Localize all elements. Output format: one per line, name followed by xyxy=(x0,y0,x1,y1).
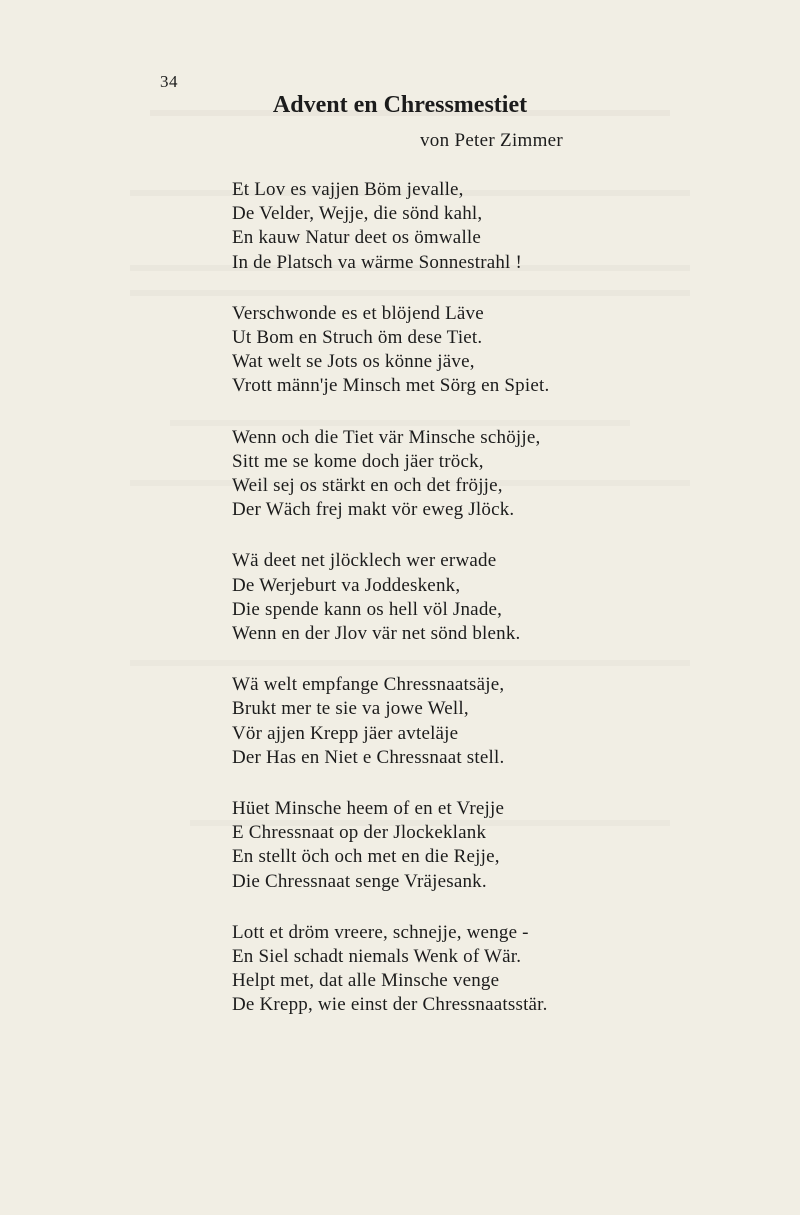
stanza xyxy=(232,549,549,646)
poem-line: Die spende kann os hell völ Jnade, xyxy=(232,598,503,620)
poem-line: Wä welt empfange Chressnaatsäje, xyxy=(232,674,505,696)
poem-line: Wenn en der Jlov vär net sönd blenk. xyxy=(232,623,521,645)
poem-line: Der Has en Niet e Chressnaat stell. xyxy=(232,746,505,768)
stanza xyxy=(232,302,549,399)
poem-line: Wat welt se Jots os könne jäve, xyxy=(232,351,475,373)
poem-line: Verschwonde es et blöjend Läve xyxy=(232,302,484,324)
poem-line: E Chressnaat op der Jlockeklank xyxy=(232,822,487,844)
poem-line: In de Platsch va wärme Sonnestrahl ! xyxy=(232,251,523,273)
page-number: 34 xyxy=(160,72,178,91)
stanza xyxy=(232,921,549,1018)
poem-line: De Krepp, wie einst der Chressnaatsstär. xyxy=(232,994,548,1016)
poem-line: Et Lov es vajjen Böm jevalle, xyxy=(232,179,464,200)
poem-line: Wä deet net jlöcklech wer erwade xyxy=(232,550,497,572)
poem-line: En kauw Natur deet os ömwalle xyxy=(232,227,482,249)
poem-line: Vör ajjen Krepp jäer avteläje xyxy=(232,722,459,744)
poem-body xyxy=(232,178,549,1045)
poem-title: Advent en Chressmestiet xyxy=(272,92,528,118)
poem-line: De Werjeburt va Joddeskenk, xyxy=(232,574,461,596)
poem-line: De Velder, Wejje, die sönd kahl, xyxy=(232,203,483,225)
poem-line: En stellt öch och met en die Rejje, xyxy=(232,846,500,868)
poem-author: von Peter Zimmer xyxy=(420,130,564,151)
poem-line: Ut Bom en Struch öm dese Tiet. xyxy=(232,327,483,349)
poem-line: Lott et dröm vreere, schnejje, wenge - xyxy=(232,921,529,943)
poem-line: Vrott männ'je Minsch met Sörg en Spiet. xyxy=(232,375,550,397)
stanza xyxy=(232,426,549,523)
poem-line: Helpt met, dat alle Minsche venge xyxy=(232,970,500,992)
poem-line: Wenn och die Tiet vär Minsche schöjje, xyxy=(232,426,541,448)
poem-line: Die Chressnaat senge Vräjesank. xyxy=(232,870,487,892)
stanza xyxy=(232,673,549,770)
poem-line: En Siel schadt niemals Wenk of Wär. xyxy=(232,946,522,968)
stanza xyxy=(232,797,549,894)
poem-line: Der Wäch frej makt vör eweg Jlöck. xyxy=(232,499,515,521)
poem-line: Sitt me se kome doch jäer tröck, xyxy=(232,450,484,472)
poem-line: Hüet Minsche heem of en et Vrejje xyxy=(232,798,505,820)
stanza xyxy=(232,178,549,275)
poem-line: Weil sej os stärkt en och det fröjje, xyxy=(232,475,503,497)
poem-line: Brukt mer te sie va jowe Well, xyxy=(232,698,469,720)
